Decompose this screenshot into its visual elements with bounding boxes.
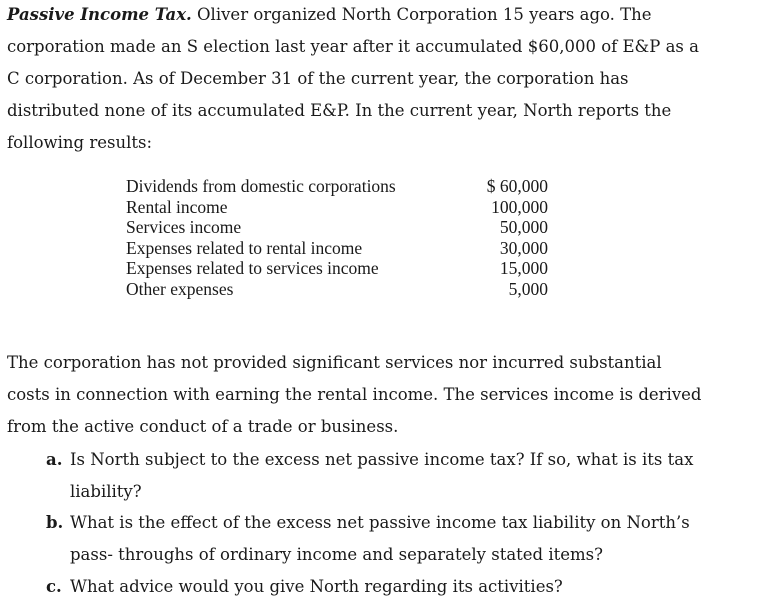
table-row — [126, 238, 548, 259]
table-row — [126, 217, 548, 238]
question-c — [46, 577, 563, 596]
result-label: Other expenses — [126, 278, 234, 299]
question-text: What advice would you give North regarding its activities? — [70, 577, 563, 596]
after-line-1: The corporation has not provided significant services nor incurred substantial — [7, 353, 662, 372]
question-letter: a. — [46, 450, 63, 469]
result-amount: 100,000 — [491, 196, 548, 217]
intro-line-5: following results: — [7, 133, 153, 152]
question-a-cont: liability? — [70, 482, 142, 501]
results-table — [126, 176, 548, 300]
table-row — [126, 279, 548, 300]
intro-line-2: corporation made an S election last year after it accumulated $60,000 of E&P as a — [7, 37, 699, 56]
result-label: Expenses related to services income — [126, 258, 379, 279]
question-letter: b. — [46, 513, 64, 532]
intro-line-4: distributed none of its accumulated E&P. In the current year, North reports the — [7, 101, 672, 120]
table-row — [126, 176, 548, 197]
result-amount: 30,000 — [499, 237, 548, 258]
question-a — [46, 450, 693, 469]
result-amount: 50,000 — [499, 217, 548, 238]
table-row — [126, 258, 548, 279]
result-label: Rental income — [126, 196, 228, 217]
result-amount: 15,000 — [499, 258, 548, 279]
question-text: Is North subject to the excess net passive income tax? If so, what is its tax — [70, 450, 694, 469]
table-row — [126, 197, 548, 218]
result-amount: $ 60,000 — [486, 176, 548, 196]
result-label: Expenses related to rental income — [126, 237, 363, 258]
intro-line-3: C corporation. As of December 31 of the current year, the corporation has — [7, 69, 629, 88]
question-b-cont: pass- throughs of ordinary income and separately stated items? — [70, 545, 603, 564]
after-line-3: from the active conduct of a trade or business. — [7, 417, 399, 436]
question-text: What is the effect of the excess net passive income tax liability on North’s — [70, 513, 690, 532]
after-line-2: costs in connection with earning the rental income. The services income is derived — [7, 385, 702, 404]
result-amount: 5,000 — [508, 278, 548, 299]
intro-line-1: Passive Income Tax. Oliver organized North Corporation 15 years ago. The — [7, 5, 652, 24]
problem-title: Passive Income Tax. — [7, 5, 192, 24]
question-b — [46, 513, 690, 532]
question-letter: c. — [46, 577, 62, 596]
result-label: Dividends from domestic corporations — [126, 176, 396, 196]
result-label: Services income — [126, 217, 242, 238]
